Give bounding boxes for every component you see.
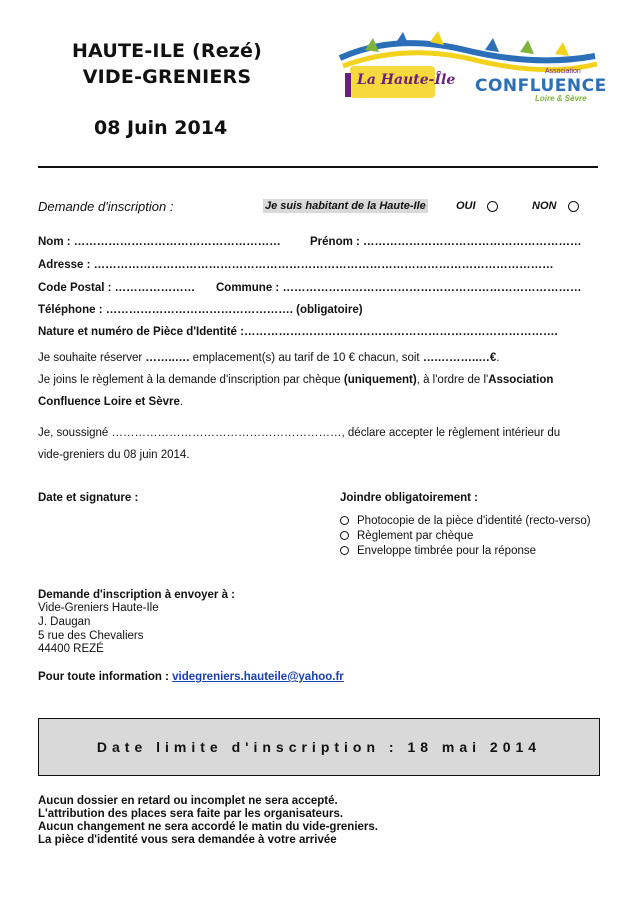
- email-link[interactable]: videgreniers.hauteile@yahoo.fr: [172, 671, 344, 683]
- deadline-box: [38, 718, 600, 776]
- footer-line: L'attribution des places sera faite par les organisateurs.: [38, 808, 344, 820]
- joins-sentence-line2: [38, 396, 183, 408]
- joins-uniquement: (uniquement): [343, 374, 417, 386]
- address-line: 44400 REZÉ: [38, 643, 104, 655]
- address-line: 5 rue des Chevaliers: [38, 630, 144, 642]
- adresse-field[interactable]: Adresse : …………………………………………………………………………………………………………: [38, 259, 554, 271]
- attachment-bullet-icon: [340, 531, 349, 540]
- reserve-text-a: Je souhaite réserver: [38, 352, 146, 364]
- event-title-line1: HAUTE-ILE (Rezé): [71, 40, 263, 62]
- event-title-line2: VIDE-GRENIERS: [82, 66, 252, 88]
- joins-sentence: [38, 374, 598, 386]
- nom-field[interactable]: Nom : ………………………………………………: [38, 236, 281, 248]
- attachment-bullet-icon: [340, 516, 349, 525]
- resident-question: Je suis habitant de la Haute-Ile: [265, 200, 426, 212]
- association-logo: [335, 28, 605, 108]
- header-divider: [38, 166, 598, 168]
- reserve-text-end: .: [496, 352, 500, 364]
- logo-right-main: CONFLUENCE: [475, 76, 607, 96]
- prenom-field[interactable]: Prénom : …………………………………………………: [310, 236, 582, 248]
- signature-label: Date et signature :: [38, 492, 139, 504]
- footer-line: Aucun dossier en retard ou incomplet ne sera accepté.: [38, 795, 338, 807]
- reserve-text-b: emplacement(s) au tarif de 10 € chacun, soit: [189, 352, 423, 364]
- soussigne-line2: vide-greniers du 08 juin 2014.: [38, 449, 190, 461]
- commune-field[interactable]: Commune : ……………………………………………………………………: [216, 282, 582, 294]
- reserve-total-blank[interactable]: ….………..…€: [422, 352, 497, 364]
- joindre-label: Joindre obligatoirement :: [340, 492, 479, 504]
- joins-text-end: .: [179, 396, 184, 408]
- telephone-field[interactable]: Téléphone : …………………………………………. (obligatoire): [38, 304, 363, 316]
- resident-yes-label: OUI: [456, 200, 476, 212]
- association-name: Confluence Loire et Sèvre: [38, 396, 180, 408]
- info-line: [38, 671, 344, 683]
- attachment-item: [340, 530, 473, 542]
- attachment-label: Photocopie de la pièce d'identité (recto-verso): [357, 515, 591, 527]
- resident-yes-radio[interactable]: [487, 201, 498, 212]
- soussigne-line1: Je, soussigné ……………………………………………………, déclare accepter le règlement intérieur du: [38, 427, 561, 439]
- address-line: J. Daugan: [38, 616, 91, 628]
- info-label: Pour toute information :: [38, 671, 173, 683]
- logo-right-top: Association: [545, 68, 581, 75]
- address-label: Demande d'inscription à envoyer à :: [38, 589, 236, 601]
- code-postal-field[interactable]: Code Postal : …………………: [38, 282, 196, 294]
- joins-text-b: , à l'ordre de l': [416, 374, 489, 386]
- attachment-bullet-icon: [340, 546, 349, 555]
- joins-text-a: Je joins le règlement à la demande d'inscription par chèque: [38, 374, 344, 386]
- attachment-label: Enveloppe timbrée pour la réponse: [357, 545, 537, 557]
- joins-association: Association: [488, 374, 554, 386]
- resident-no-label: NON: [532, 200, 557, 212]
- attachment-item: [340, 515, 591, 527]
- resident-no-radio[interactable]: [568, 201, 579, 212]
- footer-line: La pièce d'identité vous sera demandée à votre arrivée: [38, 834, 337, 846]
- deadline-text: Date limite d'inscription : 18 mai 2014: [96, 739, 542, 755]
- logo-left-text: La Haute-Île: [357, 72, 456, 88]
- attachment-label: Règlement par chèque: [357, 530, 474, 542]
- event-date: 08 Juin 2014: [94, 117, 228, 139]
- reserve-count-blank[interactable]: ……..….: [145, 352, 190, 364]
- address-line: Vide-Greniers Haute-Ile: [38, 602, 159, 614]
- logo-right-sub: Loire & Sèvre: [535, 94, 587, 103]
- attachment-item: [340, 545, 536, 557]
- piece-identite-field[interactable]: Nature et numéro de Pièce d'Identité :……………………………………………………………………….: [38, 326, 558, 338]
- footer-line: Aucun changement ne sera accordé le matin du vide-greniers.: [38, 821, 378, 833]
- request-label: Demande d'inscription :: [38, 199, 174, 214]
- reserve-sentence: [38, 352, 500, 364]
